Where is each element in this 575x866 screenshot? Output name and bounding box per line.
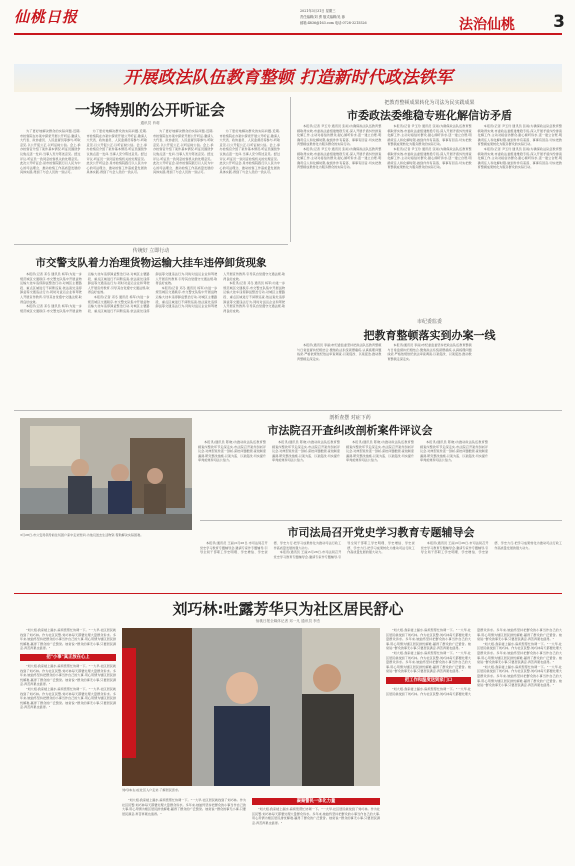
article7-byline: 仙桃日报全媒体记者 邓一凡 通讯员 李杰 — [255, 619, 321, 623]
article7-body-col1: "刘大姐,我家楼上漏水,麻烦您帮忙协调一下。"一大早,社区居民就找到了刘巧林。作为社区民警,刘巧林每天都要处理大量群众诉求。多年来,她始终坚持把群众的小事当作自己的大事,用心用情为辖区居民排忧解难,赢得了群众的广泛赞誉。她常说:"群众的事无小事,只要居民满意,再苦再累也值得。" 把"小事"真正放在心上 "刘大姐,我家楼上漏水,麻烦您帮忙协调一下。"一大早,社区居民就找到了刘巧林。作为社区民警,刘巧林每天都要处理大量群众诉求。多年来,她始终坚持把群众的小事当作自己的大事,用心用情为辖区居民排忧解难,赢得了群众的广泛赞誉。她常说:"群众的事无小事,只要居民满意,再苦再累也值得。" "刘大姐,我家楼上漏水,麻烦您帮忙协调一下。"一大早,社区居民就找到了刘巧林。作为社区民警,刘巧林每天都要处理大量群众诉求。多年来,她始终坚持把群众的小事当作自己的大事,用心用情为辖区居民排忧解难,赢得了群众的广泛赞誉。她常说:"群众的事无小事,只要居民满意,再苦再累也值得。" — [20, 628, 116, 710]
page-header — [0, 0, 575, 40]
article1-title: 一场特别的公开听证会 — [74, 101, 225, 119]
article7-title: 刘巧林:吐露芳华只为社区居民舒心 — [172, 600, 404, 618]
photo-visit — [20, 418, 192, 530]
article1-byline: 通讯员 肖莉 — [140, 121, 160, 125]
article5-title: 市法院召开查纠改剖析案件评议会 — [267, 424, 433, 437]
masthead: 仙桃日报 — [14, 8, 79, 26]
article5-kicker: 剖析查摆 对症下药 — [329, 415, 371, 421]
article7-body-col2: "刘大姐,我家楼上漏水,麻烦您帮忙协调一下。"一大早,社区居民就找到了刘巧林。作为社区民警,刘巧林每天都要处理大量群众诉求。多年来,她始终坚持把群众的小事当作自己的大事,用心用情为辖区居民排忧解难,赢得了群众的广泛赞誉。她常说:"群众的事无小事,只要居民满意,再苦再累也值得。" — [122, 798, 246, 816]
page-number: 3 — [553, 12, 565, 32]
article5-body: 本报讯(通讯员 陈晓)为推动政法队伍教育整顿查纠整改环节走深走实,市法院召开案件剖析评议会,对典型案件逐一剖析,深挖问题根源,查找制度漏洞,研究整改措施,以案为鉴、以案促改,切实提升审判质效和司法公信力。 本报讯(通讯员 陈晓)为推动政法队伍教育整顿查纠整改环节走深走实,市法院召开案件剖析评议会,对典型案件逐一剖析,深挖问题根源,查找制度漏洞,研究整改措施,以案为鉴、以案促改,切实提升审判质效和司法公信力。 本报讯(通讯员 陈晓)为推动政法队伍教育整顿查纠整改环节走深走实,市法院召开案件剖析评议会,对典型案件逐一剖析,深挖问题根源,查找制度漏洞,研究整改措施,以案为鉴、以案促改,切实提升审判质效和司法公信力。 本报讯(通讯员 陈晓)为推动政法队伍教育整顿查纠整改环节走深走实,市法院召开案件剖析评议会,对典型案件逐一剖析,深挖问题根源,查找制度漏洞,研究整改措施,以案为鉴、以案促改,切实提升审判质效和司法公信力。 — [198, 440, 488, 463]
section-title: 法治仙桃 — [459, 17, 515, 33]
photo2-caption: 刘巧林(右)在社区入户走访,了解居民需求。 — [122, 788, 182, 792]
article4-kicker: 传统好 立即行动 — [132, 248, 170, 254]
article2-title: 市委政法委维稳专班化解信访矛盾 — [347, 109, 512, 122]
article2-kicker: 把教育整顿成果转化为司法为民实践成果 — [384, 100, 475, 106]
article1-body: 为了更好地解决群众的实际问题,近期,市检察院在办案中探索开展公开听证,邀请人大代表、政协委员、人民监督员等参与,听取意见,以公开促公正,以听证树公信。会上,承办检察官介绍了案件基本情况,听证员围绕争议焦点逐一发问,当事人充分陈述意见。经过评议,听证员一致同意检察机关的处理意见。此次公开听证会,是市检察院践行以人民为中心的司法理念、推动检察工作高质量发展的具体实践,得到了与会人员的一致认可。 为了更好地解决群众的实际问题,近期,市检察院在办案中探索开展公开听证,邀请人大代表、政协委员、人民监督员等参与,听取意见,以公开促公正,以听证树公信。会上,承办检察官介绍了案件基本情况,听证员围绕争议焦点逐一发问,当事人充分陈述意见。经过评议,听证员一致同意检察机关的处理意见。此次公开听证会,是市检察院践行以人民为中心的司法理念、推动检察工作高质量发展的具体实践,得到了与会人员的一致认可。 为了更好地解决群众的实际问题,近期,市检察院在办案中探索开展公开听证,邀请人大代表、政协委员、人民监督员等参与,听取意见,以公开促公正,以听证树公信。会上,承办检察官介绍了案件基本情况,听证员围绕争议焦点逐一发问,当事人充分陈述意见。经过评议,听证员一致同意检察机关的处理意见。此次公开听证会,是市检察院践行以人民为中心的司法理念、推动检察工作高质量发展的具体实践,得到了与会人员的一致认可。 为了更好地解决群众的实际问题,近期,市检察院在办案中探索开展公开听证,邀请人大代表、政协委员、人民监督员等参与,听取意见,以公开促公正,以听证树公信。会上,承办检察官介绍了案件基本情况,听证员围绕争议焦点逐一发问,当事人充分陈述意见。经过评议,听证员一致同意检察机关的处理意见。此次公开听证会,是市检察院践行以人民为中心的司法理念、推动检察工作高质量发展的具体实践,得到了与会人员的一致认可。 — [20, 129, 280, 175]
article3-body: 本报讯(通讯员 李丽)市纪委监委坚持把政法队伍教育整顿与日常监督执纪相结合,聚焦政法系统顽瘴痼疾,认真梳理问题线索,严格依规依纪依法审查调查,以案促改、以案促治,推动教育整顿走深走实。 本报讯(通讯员 李丽)市纪委监委坚持把政法队伍教育整顿与日常监督执纪相结合,聚焦政法系统顽瘴痼疾,认真梳理问题线索,严格依规依纪依法审查调查,以案促改、以案促治,推动教育整顿走深走实。 — [297, 343, 472, 361]
section-rule — [200, 520, 562, 521]
article4-body: 本报讯(记者 邓冬 通讯员 杨军)为进一步规范城区交通秩序,市交警支队集中开展货物运输大挂车违停卸货整治行动,对城区主要路段、重点区域进行不间断巡查,依法查处违停卸货等交通违法行为,同时对货运企业和驾驶人开展宣传教育,引导其自觉遵守交通法规,取得良好成效。 本报讯(记者 邓冬 通讯员 杨军)为进一步规范城区交通秩序,市交警支队集中开展货物运输大挂车违停卸货整治行动,对城区主要路段、重点区域进行不间断巡查,依法查处违停卸货等交通违法行为,同时对货运企业和驾驶人开展宣传教育,引导其自觉遵守交通法规,取得良好成效。 本报讯(记者 邓冬 通讯员 杨军)为进一步规范城区交通秩序,市交警支队集中开展货物运输大挂车违停卸货整治行动,对城区主要路段、重点区域进行不间断巡查,依法查处违停卸货等交通违法行为,同时对货运企业和驾驶人开展宣传教育,引导其自觉遵守交通法规,取得良好成效。 本报讯(记者 邓冬 通讯员 杨军)为进一步规范城区交通秩序,市交警支队集中开展货物运输大挂车违停卸货整治行动,对城区主要路段、重点区域进行不间断巡查,依法查处违停卸货等交通违法行为,同时对货运企业和驾驶人开展宣传教育,引导其自觉遵守交通法规,取得良好成效。 本报讯(记者 邓冬 通讯员 杨军)为进一步规范城区交通秩序,市交警支队集中开展货物运输大挂车违停卸货整治行动,对城区主要路段、重点区域进行不间断巡查,依法查处违停卸货等交通违法行为,同时对货运企业和驾驶人开展宣传教育,引导其自觉遵守交通法规,取得良好成效。 — [20, 272, 285, 313]
article3-title: 把教育整顿落实到办案一线 — [363, 329, 496, 342]
article2-body: 本报讯(记者 尹玉玲 通讯员 张雨)为确保政法队伍教育整顿取得实效,市委政法委组建维稳专班,深入开展矛盾纠纷排查化解工作,主动对接信访群众,耐心倾听诉求,逐一建立台账,明确责任人和化解时限,做到件件有着落、事事有回音,切实把教育整顿成果转化为服务群众的实际行动。 本报讯(记者 尹玉玲 通讯员 张雨)为确保政法队伍教育整顿取得实效,市委政法委组建维稳专班,深入开展矛盾纠纷排查化解工作,主动对接信访群众,耐心倾听诉求,逐一建立台账,明确责任人和化解时限,做到件件有着落、事事有回音,切实把教育整顿成果转化为服务群众的实际行动。 本报讯(记者 尹玉玲 通讯员 张雨)为确保政法队伍教育整顿取得实效,市委政法委组建维稳专班,深入开展矛盾纠纷排查化解工作,主动对接信访群众,耐心倾听诉求,逐一建立台账,明确责任人和化解时限,做到件件有着落、事事有回音,切实把教育整顿成果转化为服务群众的实际行动。 本报讯(记者 尹玉玲 通讯员 张雨)为确保政法队伍教育整顿取得实效,市委政法委组建维稳专班,深入开展矛盾纠纷排查化解工作,主动对接信访群众,耐心倾听诉求,逐一建立台账,明确责任人和化解时限,做到件件有着落、事事有回音,切实把教育整顿成果转化为服务群众的实际行动。 本报讯(记者 尹玉玲 通讯员 张雨)为确保政法队伍教育整顿取得实效,市委政法委组建维稳专班,深入开展矛盾纠纷排查化解工作,主动对接信访群众,耐心倾听诉求,逐一建立台账,明确责任人和化解时限,做到件件有着落、事事有回音,切实把教育整顿成果转化为服务群众的实际行动。 本报讯(记者 尹玉玲 通讯员 张雨)为确保政法队伍教育整顿取得实效,市委政法委组建维稳专班,深入开展矛盾纠纷排查化解工作,主动对接信访群众,耐心倾听诉求,逐一建立台账,明确责任人和化解时限,做到件件有着落、事事有回音,切实把教育整顿成果转化为服务群众的实际行动。 — [297, 124, 562, 170]
article7-subhead-2: 凝聚警民一体化力量 — [252, 798, 380, 805]
article7-subhead-1: 把"小事"真正放在心上 — [20, 654, 116, 661]
header-rule — [14, 33, 562, 35]
article7-body-col3: 凝聚警民一体化力量 "刘大姐,我家楼上漏水,麻烦您帮忙协调一下。"一大早,社区居民就找到了刘巧林。作为社区民警,刘巧林每天都要处理大量群众诉求。多年来,她始终坚持把群众的小事当作自己的大事,用心用情为辖区居民排忧解难,赢得了群众的广泛赞誉。她常说:"群众的事无小事,只要居民满意,再苦再累也值得。" — [252, 799, 380, 825]
banner-slogan: 开展政法队伍教育整顿 打造新时代政法铁军 — [123, 68, 453, 88]
column-divider — [290, 97, 291, 242]
photo1-caption: 3月28日,市公安局领导前往贫困户家中走访慰问,为他们送去生活物资,帮助解决实际困难。 — [20, 533, 144, 537]
editor-line: 责任编辑/刘 勇 版式编辑/吴 蓉 — [300, 15, 345, 19]
photo-officer — [122, 628, 380, 786]
article6-title: 市司法局召开党史学习教育专题辅导会 — [287, 526, 475, 539]
article7-body-col4: "刘大姐,我家楼上漏水,麻烦您帮忙协调一下。"一大早,社区居民就找到了刘巧林。作为社区民警,刘巧林每天都要处理大量群众诉求。多年来,她始终坚持把群众的小事当作自己的大事,用心用情为辖区居民排忧解难,赢得了群众的广泛赞誉。她常说:"群众的事无小事,只要居民满意,再苦再累也值得。" "刘大姐,我家楼上漏水,麻烦您帮忙协调一下。"一大早,社区居民就找到了刘巧林。作为社区民警,刘巧林每天都要处理大量群众诉求。多年来,她始终坚持把群众的小事当作自己的大事,用心用情为辖区居民排忧解难,赢得了群众的广泛赞誉。她常说:"群众的事无小事,只要居民满意,再苦再累也值得。" 把工作和温度送到家门口 "刘大姐,我家楼上漏水,麻烦您帮忙协调一下。"一大早,社区居民就找到了刘巧林。作为社区民警,刘巧林每天都要处理大量群众诉求。多年来,她始终坚持把群众的小事当作自己的大事,用心用情为辖区居民排忧解难,赢得了群众的广泛赞誉。她常说:"群众的事无小事,只要居民满意,再苦再累也值得。" "刘大姐,我家楼上漏水,麻烦您帮忙协调一下。"一大早,社区居民就找到了刘巧林。作为社区民警,刘巧林每天都要处理大量群众诉求。多年来,她始终坚持把群众的小事当作自己的大事,用心用情为辖区居民排忧解难,赢得了群众的广泛赞誉。她常说:"群众的事无小事,只要居民满意,再苦再累也值得。" "刘大姐,我家楼上漏水,麻烦您帮忙协调一下。"一大早,社区居民就找到了刘巧林。作为社区民警,刘巧林每天都要处理大量群众诉求。多年来,她始终坚持把群众的小事当作自己的大事,用心用情为辖区居民排忧解难,赢得了群众的广泛赞誉。她常说:"群众的事无小事,只要居民满意,再苦再累也值得。" — [386, 628, 562, 696]
section-rule — [14, 410, 562, 411]
article4-title: 市交警支队着力治理货物运输大挂车违停卸货现象 — [35, 257, 267, 269]
section-rule — [14, 244, 288, 245]
article6-body: 本报讯(通讯员 王丽)3月26日,市司法局召开党史学习教育专题辅导会,邀请专家作专题辅导,引导全局干部职工学史明理、学史增信、学史崇德、学史力行,把学习成果转化为推动司法行政工作高质量发展的强大动力。 本报讯(通讯员 王丽)3月26日,市司法局召开党史学习教育专题辅导会,邀请专家作专题辅导,引导全局干部职工学史明理、学史增信、学史崇德、学史力行,把学习成果转化为推动司法行政工作高质量发展的强大动力。 本报讯(通讯员 王丽)3月26日,市司法局召开党史学习教育专题辅导会,邀请专家作专题辅导,引导全局干部职工学史明理、学史增信、学史崇德、学史力行,把学习成果转化为推动司法行政工作高质量发展的强大动力。 — [200, 541, 562, 559]
section-rule — [14, 593, 562, 594]
article7-subhead-3: 把工作和温度送到家门口 — [386, 677, 471, 684]
email-line: 邮箱:4836@163.com 电话:0728-3215526 — [300, 21, 367, 25]
article3-kicker: 市纪委监委 — [416, 319, 442, 325]
date-line: 2021年3月31日 星期三 — [300, 9, 336, 13]
